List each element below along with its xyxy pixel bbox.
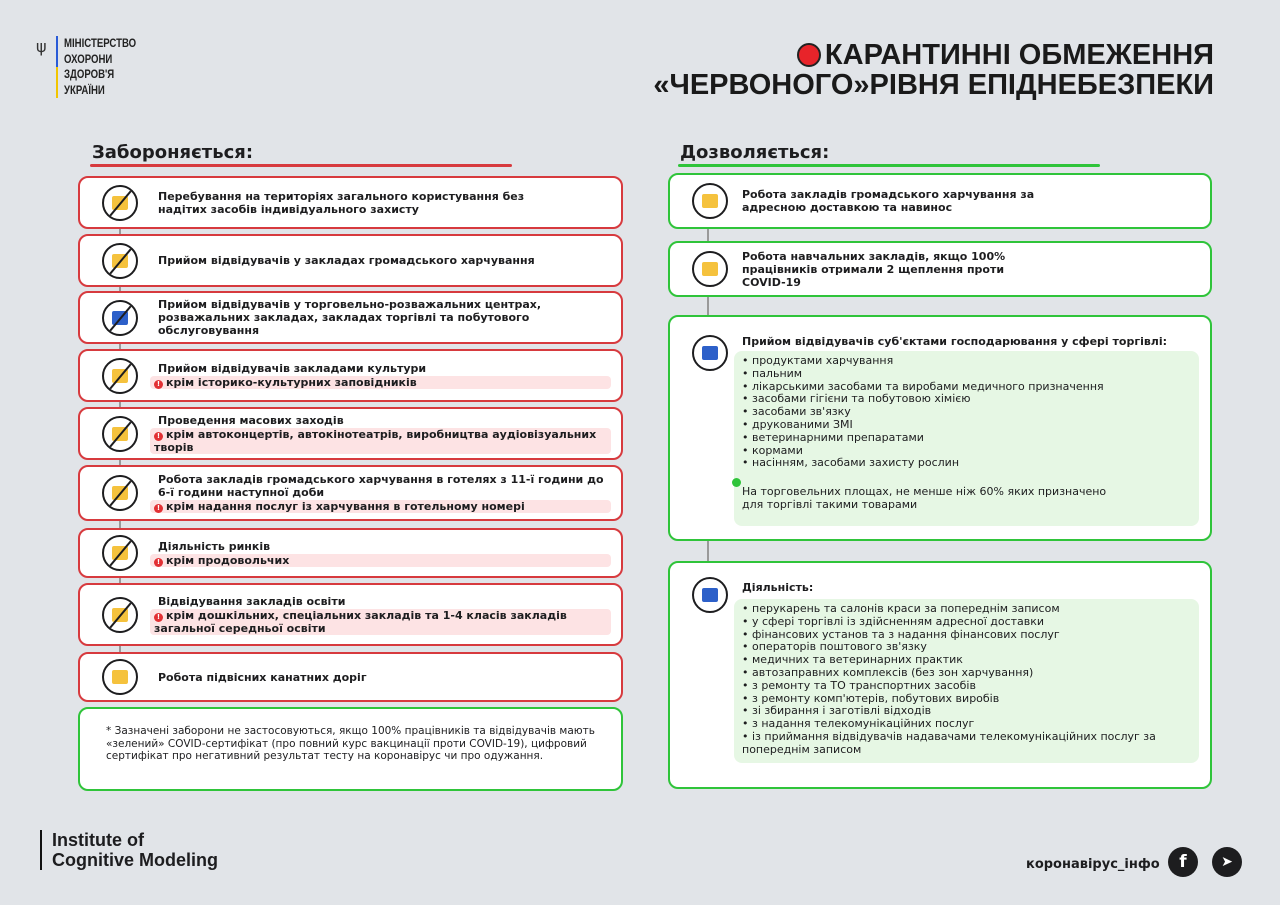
list-item: • пальним [742,368,1191,381]
list-item: • лікарськими засобами та виробами медичного призначення [742,381,1191,394]
exception-note: ! крім продовольчих [150,554,611,567]
crowd-no-icon [102,416,138,452]
list-item: • продуктами харчування [742,355,1191,368]
list-item: • перукарень та салонів краси за попереднім записом [742,603,1191,616]
list-item: • фінансових установ та з надання фінансових послуг [742,629,1191,642]
forbidden-card: Прийом відвідувачів у закладах громадського харчування [78,234,623,287]
store-no-icon [102,300,138,336]
forbidden-card: Робота закладів громадського харчування в готелях з 11-ї години до 6-ї години наступної доби ! крім надання послуг із харчування в готельному номері [78,465,623,521]
trade-card: Прийом відвідувачів суб'єктами господарювання у сфері торгівлі: • продуктами харчування • пальним • лікарськими засобами та виробами медичного призначення • засобами гігієни та побутовою хімією • засобами зв'язку • друкованими ЗМІ • ветеринарними препаратами • кормами • насінням, засобами захисту рослин На торговельних площах, не менше ніж 60% яких призначено для торгівлі такими товарами [668,315,1212,541]
dining-no-icon [102,243,138,279]
forbidden-card: Проведення масових заходів ! крім автоконцертів, автокінотеатрів, виробництва аудіовізуальних творів [78,407,623,460]
list-item: • друкованими ЗМІ [742,419,1191,432]
forbidden-heading: Забороняється: [92,142,254,163]
list-item: • зі збирання і заготівлі відходів [742,705,1191,718]
site-link[interactable]: коронавірус_інфо [1026,857,1160,872]
store-icon [692,335,728,371]
list-item: • ветеринарними препаратами [742,432,1191,445]
exception-note: ! крім дошкільних, спеціальних закладів та 1-4 класів закладів загальної середньої освіти [150,609,611,635]
list-item: • з ремонту та ТО транспортних засобів [742,680,1191,693]
forbidden-card: Відвідування закладів освіти ! крім дошкільних, спеціальних закладів та 1-4 класів закладів загальної середньої освіти [78,583,623,646]
exclamation-icon: ! [154,558,163,567]
footnote-card: * Зазначені заборони не застосовуються, якщо 100% працівників та відвідувачів мають «зелений» COVID-сертифікат (про повний курс вакцинації проти COVID-19), цифровий сертифікат про негативний результат тесту на коронавірус чи про одужання. [78,707,623,791]
worker-icon [692,577,728,613]
telegram-icon[interactable]: ➤ [1212,847,1242,877]
trident-icon: ψ [36,37,47,56]
page-title: КАРАНТИННІ ОБМЕЖЕННЯ «ЧЕРВОНОГО»РІВНЯ ЕПІДНЕБЕЗПЕКИ [653,39,1214,101]
list-item: • автозаправних комплексів (без зон харчування) [742,667,1191,680]
exclamation-icon: ! [154,613,163,622]
forbidden-card: Прийом відвідувачів закладами культури ! крім історико-культурних заповідників [78,349,623,402]
list-item: • засобами гігієни та побутовою хімією [742,393,1191,406]
forbidden-card: Прийом відвідувачів у торговельно-розважальних центрах, розважальних закладах, закладах торгівлі та побутового обслуговування [78,291,623,344]
list-item: • із приймання відвідувачів надавачами телекомунікаційних послуг за попереднім записом [742,731,1191,757]
dining-icon [692,183,728,219]
forbidden-card: Робота підвісних канатних доріг [78,652,623,702]
list-item: • у сфері торгівлі із здійсненням адресної доставки [742,616,1191,629]
list-item: • з надання телекомунікаційних послуг [742,718,1191,731]
ministry-logo: ψ МІНІСТЕРСТВО ОХОРОНИ ЗДОРОВ'Я УКРАЇНИ [36,36,137,97]
list-item: • операторів поштового зв'язку [742,641,1191,654]
culture-no-icon [102,358,138,394]
list-item: • медичних та ветеринарних практик [742,654,1191,667]
icm-logo: Institute of Cognitive Modeling [40,830,218,870]
exception-note: ! крім історико-культурних заповідників [150,376,611,389]
list-item: • кормами [742,445,1191,458]
book-no-icon [102,597,138,633]
exclamation-icon: ! [154,432,163,441]
list-item: • з ремонту комп'ютерів, побутових виробів [742,693,1191,706]
allowed-card: Робота закладів громадського харчування за адресною доставкою та навинос [668,173,1212,229]
exception-note: ! крім надання послуг із харчування в готельному номері [150,500,611,513]
info-icon [732,478,741,487]
allowed-card: Робота навчальних закладів, якщо 100% працівників отримали 2 щеплення проти COVID-19 [668,241,1212,297]
book-icon [692,251,728,287]
exclamation-icon: ! [154,380,163,389]
list-item: • засобами зв'язку [742,406,1191,419]
facebook-icon[interactable]: f [1168,847,1198,877]
exception-note: ! крім автоконцертів, автокінотеатрів, виробництва аудіовізуальних творів [150,428,611,454]
money-no-icon [102,535,138,571]
allowed-heading: Дозволяється: [680,142,830,163]
worker-icon [102,659,138,695]
forbidden-card: Перебування на територіях загального користування без надітих засобів індивідуального захисту [78,176,623,229]
exclamation-icon: ! [154,504,163,513]
list-item: • насінням, засобами захисту рослин [742,457,1191,470]
dining-no-icon [102,475,138,511]
forbidden-card: Діяльність ринків ! крім продовольчих [78,528,623,578]
red-level-dot-icon [797,43,821,67]
activity-card: Діяльність: • перукарень та салонів краси за попереднім записом • у сфері торгівлі із здійсненням адресної доставки • фінансових установ та з надання фінансових послуг • операторів поштового зв'язку • медичних та ветеринарних практик • автозаправних комплексів (без зон харчування) • з ремонту та ТО транспортних засобів • з ремонту комп'ютерів, побутових виробів • зі збирання і заготівлі відходів • з надання телекомунікаційних послуг • із приймання відвідувачів надавачами телекомунікаційних послуг за попереднім записом [668,561,1212,789]
mask-no-icon [102,185,138,221]
